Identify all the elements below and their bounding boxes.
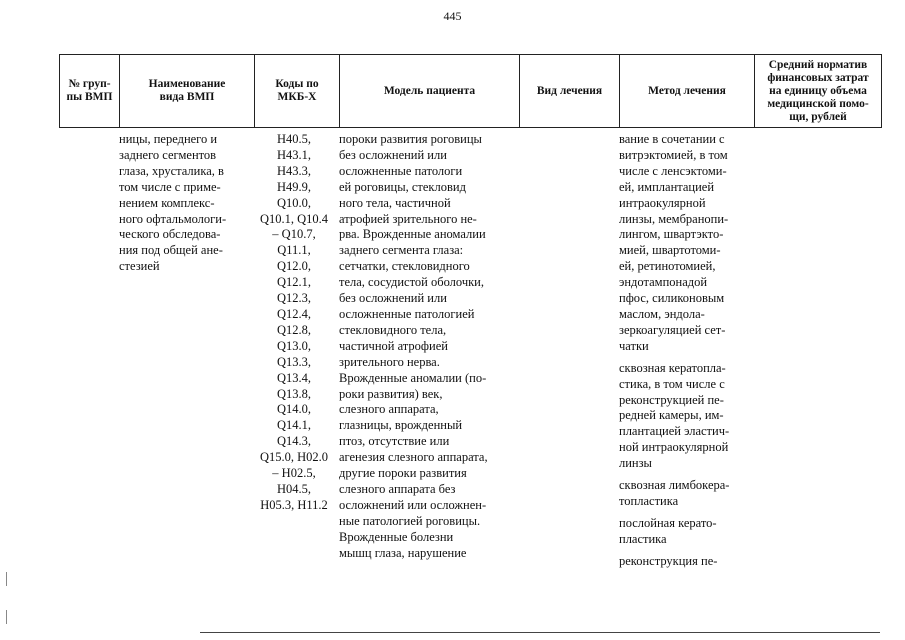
vmp-name-cell: [119, 132, 249, 275]
patient-model-line: ей роговицы, стекловид: [339, 179, 466, 194]
treatment-method-line: пластика: [619, 531, 667, 546]
vmp-name-line: ческого обследова-: [119, 227, 221, 242]
treatment-method-line: топластика: [619, 493, 679, 508]
treatment-method-line: сквозная лимбокера-: [619, 478, 730, 493]
patient-model-line: тела, сосудистой оболочки,: [339, 275, 484, 290]
header-patient-model: Модель пациента: [340, 55, 520, 128]
patient-model-line: осложнений или осложнен-: [339, 497, 487, 512]
vmp-name-line: том числе с приме-: [119, 179, 221, 194]
icd-code-line: Q12.4,: [276, 306, 312, 321]
icd-code-line: Q12.1,: [276, 275, 312, 290]
icd-code-line: Q13.8,: [276, 386, 312, 401]
patient-model-line: другие пороки развития: [339, 466, 467, 481]
table-body: [59, 130, 881, 580]
patient-model-line: пороки развития роговицы: [339, 132, 482, 146]
icd-code-line: H49.9,: [276, 179, 312, 194]
icd-code-line: – Q10.7,: [272, 227, 316, 242]
margin-mark: [6, 610, 7, 624]
patient-model-line: Врожденные аномалии (по-: [339, 370, 487, 385]
icd-code-line: Q14.1,: [276, 418, 312, 433]
icd-code-line: Q12.8,: [276, 322, 312, 337]
vmp-name-line: стезией: [119, 259, 160, 274]
patient-model-line: слезного аппарата без: [339, 481, 456, 496]
icd-code-line: Q13.4,: [276, 370, 312, 385]
icd-code-line: H04.5,: [276, 481, 312, 496]
treatment-method-line: витрэктомией, в том: [619, 147, 728, 162]
patient-model-line: частичной атрофией: [339, 338, 448, 353]
treatment-method-line: стика, в том числе с: [619, 376, 725, 391]
treatment-method-line: маслом, эндола-: [619, 306, 705, 321]
page-number: 445: [443, 9, 462, 23]
vmp-name-line: глаза, хрусталика, в: [119, 163, 224, 178]
patient-model-line: мышц глаза, нарушение: [339, 545, 467, 560]
header-icd-codes: Коды по МКБ-Х: [255, 55, 340, 128]
patient-model-line: ного тела, частичной: [339, 195, 451, 210]
header-group-number: № груп- пы ВМП: [60, 55, 120, 128]
header-cost-standard: Средний норматив финансовых затрат на единицу объема медицинской помо- щи, рублей: [755, 55, 882, 128]
vmp-name-line: заднего сегментов: [119, 147, 217, 162]
patient-model-line: сетчатки, стекловидного: [339, 259, 470, 274]
patient-model-line: глазницы, врожденный: [339, 418, 463, 433]
patient-model-line: без осложнений или: [339, 147, 447, 162]
treatment-method-line: вание в сочетании с: [619, 132, 725, 146]
patient-model-line: агенезия слезного аппарата,: [339, 450, 488, 465]
treatment-method-line: лингом, швартэкто-: [619, 227, 724, 242]
patient-model-line: осложненные патологией: [339, 306, 475, 321]
patient-model-line: без осложнений или: [339, 291, 447, 306]
treatment-method-line: линзы, мембранопи-: [619, 211, 729, 226]
treatment-method-line: послойная керато-: [619, 515, 717, 530]
patient-model-line: Врожденные болезни: [339, 529, 454, 544]
icd-code-line: Q14.3,: [276, 434, 312, 449]
header-treatment-method: Метод лечения: [620, 55, 755, 128]
vmp-name-line: ния под общей ане-: [119, 243, 223, 258]
treatment-method-line: числе с ленсэктоми-: [619, 163, 727, 178]
icd-code-line: H40.5,: [276, 132, 312, 146]
treatment-method-line: ей, ретинотомией,: [619, 259, 716, 274]
treatment-method-line: сквозная кератопла-: [619, 360, 726, 375]
treatment-method-line: плантацией эластич-: [619, 424, 730, 439]
icd-code-line: – H02.5,: [272, 466, 316, 481]
treatment-method-line: мией, швартотоми-: [619, 243, 721, 258]
patient-model-line: птоз, отсутствие или: [339, 434, 450, 449]
treatment-method-line: интраокулярной: [619, 195, 706, 210]
table-header: [59, 54, 882, 128]
treatment-method-line: чатки: [619, 338, 649, 353]
treatment-method-line: эндотампонадой: [619, 275, 708, 290]
patient-model-line: слезного аппарата,: [339, 402, 439, 417]
icd-code-line: Q12.3,: [276, 291, 312, 306]
icd-code-line: Q15.0, H02.0: [259, 450, 329, 465]
icd-codes-cell: [254, 132, 334, 514]
icd-code-line: Q10.1, Q10.4: [259, 211, 329, 226]
patient-model-line: осложненные патологи: [339, 163, 463, 178]
patient-model-line: рва. Врожденные аномалии: [339, 227, 486, 242]
icd-code-line: Q12.0,: [276, 259, 312, 274]
patient-model-line: роки развития) век,: [339, 386, 443, 401]
treatment-method-cell: [619, 132, 751, 570]
vmp-name-line: ного офтальмологи-: [119, 211, 227, 226]
patient-model-line: атрофией зрительного не-: [339, 211, 477, 226]
treatment-method-line: реконструкцией пе-: [619, 392, 724, 407]
icd-code-line: Q10.0,: [276, 195, 312, 210]
patient-model-line: заднего сегмента глаза:: [339, 243, 464, 258]
icd-code-line: H43.1,: [276, 147, 312, 162]
vmp-name-line: ницы, переднего и: [119, 132, 218, 146]
treatment-method-line: редней камеры, им-: [619, 408, 724, 423]
icd-code-line: H05.3, H11.2: [260, 497, 328, 512]
header-vmp-name: Наименование вида ВМП: [120, 55, 255, 128]
treatment-method-line: реконструкция пе-: [619, 553, 718, 568]
treatment-method-line: зеркоагуляцией сет-: [619, 322, 726, 337]
header-treatment-type: Вид лечения: [520, 55, 620, 128]
patient-model-line: зрительного нерва.: [339, 354, 440, 369]
icd-code-line: Q13.3,: [276, 354, 312, 369]
vmp-name-line: нением комплекс-: [119, 195, 215, 210]
margin-mark: [6, 572, 7, 586]
icd-code-line: Q11.1,: [277, 243, 311, 258]
icd-code-line: Q13.0,: [276, 338, 312, 353]
patient-model-line: стекловидного тела,: [339, 322, 447, 337]
icd-code-line: H43.3,: [276, 163, 312, 178]
treatment-method-line: ной интраокулярной: [619, 440, 729, 455]
treatment-method-line: линзы: [619, 456, 652, 471]
treatment-method-line: ей, имплантацией: [619, 179, 715, 194]
patient-model-line: ные патологией роговицы.: [339, 513, 481, 528]
page-bottom-rule: [200, 632, 880, 633]
patient-model-cell: [339, 132, 519, 561]
icd-code-line: Q14.0,: [276, 402, 312, 417]
treatment-method-line: пфос, силиконовым: [619, 291, 725, 306]
